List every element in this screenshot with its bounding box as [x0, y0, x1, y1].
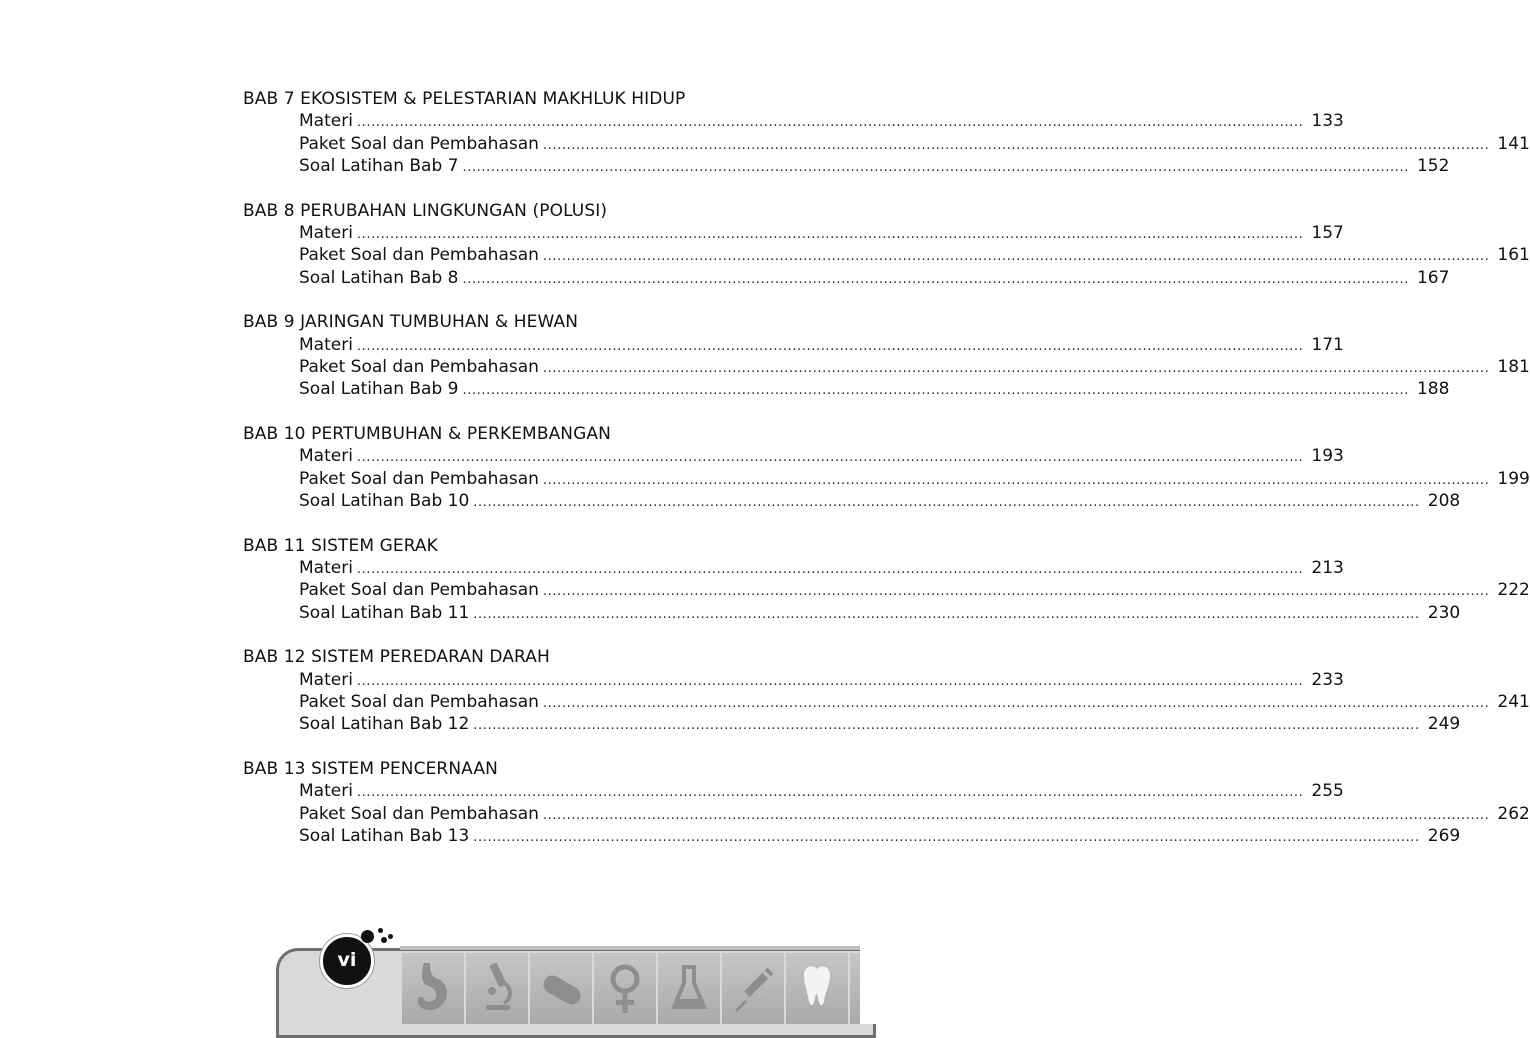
toc-entry-label: Soal Latihan Bab 13: [299, 826, 470, 847]
syringe-icon: [722, 953, 784, 1024]
toc-entry: [299, 579, 1530, 601]
chapter-title: BAB 8 PERUBAHAN LINGKUNGAN (POLUSI): [243, 200, 608, 221]
toc-page-number: 133: [1311, 111, 1344, 132]
dot-leader: ........................................................................................................................................................................................................: [473, 718, 1420, 734]
toc-chapter: [243, 200, 1530, 289]
toc-entry: [299, 669, 1344, 691]
toc-entry: [299, 378, 1450, 400]
toc-entry-label: Paket Soal dan Pembahasan: [299, 356, 539, 377]
female-symbol-icon: [594, 953, 656, 1024]
toc-entry-label: Materi: [299, 558, 353, 579]
toc-page-number: 230: [1427, 602, 1461, 623]
dot-leader: ........................................................................................................................................................................................................: [542, 137, 1490, 153]
tooth-icon: [786, 953, 848, 1024]
toc-entry: [299, 825, 1461, 847]
flask-icon: [658, 953, 720, 1024]
dot-leader: ........................................................................................................................................................................................................: [473, 494, 1420, 510]
toc-chapter: [243, 311, 1530, 400]
toc-page-number: 255: [1311, 781, 1344, 802]
toc-entry-label: Paket Soal dan Pembahasan: [299, 803, 539, 824]
toc-entry-label: Paket Soal dan Pembahasan: [299, 133, 539, 154]
dot-leader: ........................................................................................................................................................................................................: [542, 807, 1490, 823]
toc-entry: [299, 133, 1530, 155]
toc-page-number: 161: [1497, 245, 1530, 266]
dot-leader: ........................................................................................................................................................................................................: [542, 696, 1490, 712]
toc-entry-label: Paket Soal dan Pembahasan: [299, 692, 539, 713]
toc-page-number: 188: [1416, 379, 1450, 400]
chapter-title: BAB 13 SISTEM PENCERNAAN: [243, 759, 498, 780]
toc-entry: [299, 803, 1530, 825]
toc-entry: [299, 222, 1344, 244]
chapter-title: BAB 10 PERTUMBUHAN & PERKEMBANGAN: [243, 424, 611, 445]
toc-entry: [299, 267, 1450, 289]
decorative-dot: [361, 930, 374, 943]
toc-entry-label: Materi: [299, 111, 353, 132]
toc-page-number: 208: [1427, 490, 1461, 511]
toc-entry: [299, 490, 1461, 512]
dot-leader: ........................................................................................................................................................................................................: [473, 606, 1420, 622]
toc-entry-label: Soal Latihan Bab 12: [299, 714, 470, 735]
toc-page-number: 167: [1416, 267, 1450, 288]
toc-entry-label: Soal Latihan Bab 8: [299, 267, 459, 288]
dot-leader: ........................................................................................................................................................................................................: [356, 673, 1304, 689]
toc-entry: [299, 557, 1344, 579]
toc-entry: [299, 602, 1461, 624]
chapter-title: BAB 7 EKOSISTEM & PELESTARIAN MAKHLUK HIDUP: [243, 89, 686, 109]
dot-leader: ........................................................................................................................................................................................................: [542, 249, 1490, 265]
toc-entry-label: Soal Latihan Bab 7: [299, 155, 459, 176]
toc-chapter: [243, 88, 1530, 177]
toc-page-number: 269: [1427, 826, 1461, 847]
toc-page-number: 262: [1497, 803, 1530, 824]
toc-chapter: [243, 535, 1530, 624]
toc-page-number: 157: [1311, 222, 1344, 243]
toc-entry-label: Paket Soal dan Pembahasan: [299, 468, 539, 489]
dot-leader: ........................................................................................................................................................................................................: [356, 115, 1304, 131]
dot-leader: ........................................................................................................................................................................................................: [542, 360, 1490, 376]
toc-page-number: 199: [1497, 468, 1530, 489]
table-of-contents: [243, 88, 1530, 870]
toc-entry: [299, 244, 1530, 266]
toc-entry: [299, 155, 1450, 177]
toc-entry-label: Paket Soal dan Pembahasan: [299, 245, 539, 266]
toc-page-number: 241: [1497, 692, 1530, 713]
toc-page-number: 181: [1497, 356, 1530, 377]
dot-leader: ........................................................................................................................................................................................................: [356, 785, 1304, 801]
toc-entry-label: Materi: [299, 781, 353, 802]
toc-entry: [299, 713, 1461, 735]
toc-page-number: 249: [1427, 714, 1461, 735]
toc-page-number: 171: [1311, 334, 1344, 355]
page-number: vi: [320, 934, 374, 988]
page-margin: [860, 940, 1024, 1024]
toc-page-number: 152: [1416, 155, 1450, 176]
stomach-icon: [402, 953, 464, 1024]
dot-leader: ........................................................................................................................................................................................................: [356, 562, 1304, 578]
toc-entry: [299, 468, 1530, 490]
toc-entry-label: Materi: [299, 334, 353, 355]
toc-entry: [299, 356, 1530, 378]
dot-leader: ........................................................................................................................................................................................................: [542, 584, 1490, 600]
dot-leader: ........................................................................................................................................................................................................: [542, 472, 1490, 488]
page-footer: [0, 900, 1024, 1024]
capsule-icon: [530, 953, 592, 1024]
toc-entry-label: Materi: [299, 222, 353, 243]
footer-divider: [400, 946, 860, 950]
toc-entry: [299, 445, 1344, 467]
chapter-title: BAB 11 SISTEM GERAK: [243, 535, 438, 556]
chapter-title: BAB 9 JARINGAN TUMBUHAN & HEWAN: [243, 312, 579, 333]
toc-page-number: 193: [1311, 446, 1344, 467]
toc-entry: [299, 691, 1530, 713]
toc-chapter: [243, 758, 1530, 847]
toc-chapter: [243, 646, 1530, 735]
toc-entry-label: Materi: [299, 446, 353, 467]
toc-entry: [299, 780, 1344, 802]
toc-page-number: 213: [1311, 558, 1344, 579]
toc-page-number: 233: [1311, 669, 1344, 690]
dot-leader: ........................................................................................................................................................................................................: [356, 226, 1304, 242]
chapter-title: BAB 12 SISTEM PEREDARAN DARAH: [243, 647, 550, 668]
toc-page-number: 222: [1497, 580, 1530, 601]
toc-entry-label: Materi: [299, 669, 353, 690]
dot-leader: ........................................................................................................................................................................................................: [473, 830, 1420, 846]
microscope-icon: [466, 953, 528, 1024]
toc-chapter: [243, 423, 1530, 512]
toc-entry-label: Soal Latihan Bab 10: [299, 490, 470, 511]
decorative-dot: [378, 928, 383, 933]
decorative-dot: [381, 937, 387, 943]
dot-leader: ........................................................................................................................................................................................................: [462, 159, 1409, 175]
toc-entry-label: Soal Latihan Bab 11: [299, 602, 470, 623]
toc-entry: [299, 334, 1344, 356]
dot-leader: ........................................................................................................................................................................................................: [356, 338, 1304, 354]
dot-leader: ........................................................................................................................................................................................................: [462, 383, 1409, 399]
toc-entry-label: Paket Soal dan Pembahasan: [299, 580, 539, 601]
toc-page-number: 141: [1497, 133, 1530, 154]
dot-leader: ........................................................................................................................................................................................................: [356, 450, 1304, 466]
toc-entry: [299, 110, 1344, 132]
footer-icon-strip: [402, 953, 914, 1024]
decorative-dot: [388, 934, 393, 939]
toc-entry-label: Soal Latihan Bab 9: [299, 379, 459, 400]
dot-leader: ........................................................................................................................................................................................................: [462, 271, 1409, 287]
